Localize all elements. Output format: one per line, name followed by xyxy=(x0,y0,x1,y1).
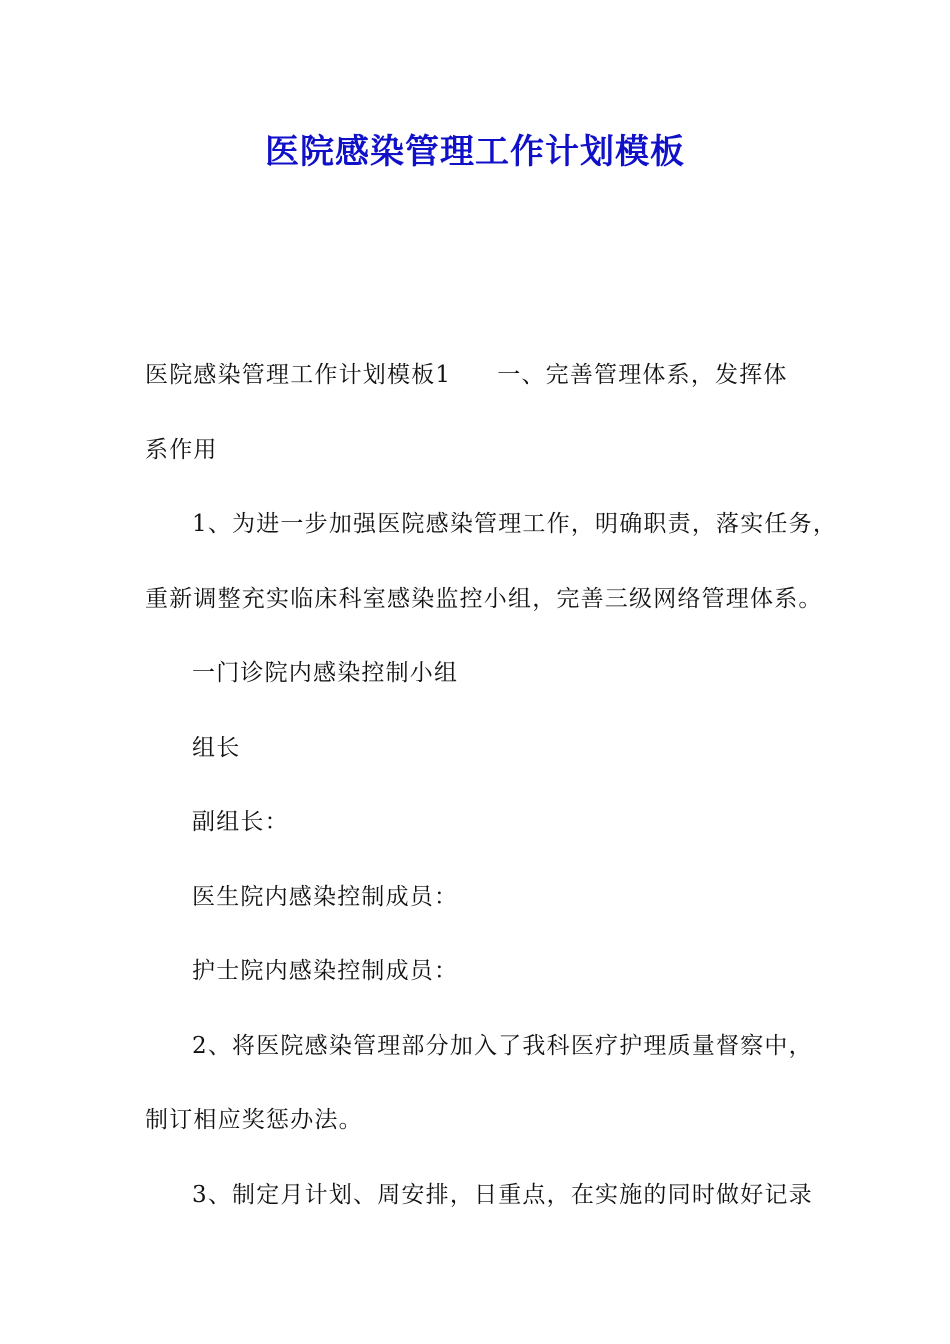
paragraph-line-1 xyxy=(145,338,815,413)
paragraph-line-3: 1、为进一步加强医院感染管理工作，明确职责，落实任务， xyxy=(192,511,838,537)
paragraph-line-7: 副组长： xyxy=(192,809,289,835)
document-title: 医院感染管理工作计划模板 xyxy=(265,132,685,172)
document-body xyxy=(145,338,838,1232)
paragraph-line-8: 医生院内感染控制成员： xyxy=(192,883,459,910)
paragraph-line-4: 重新调整充实临床科室感染监控小组，完善三级网络管理体系。 xyxy=(145,585,823,612)
paragraph-line-9: 护士院内感染控制成员： xyxy=(192,958,459,984)
paragraph-line-2: 系作用 xyxy=(145,436,218,463)
paragraph-line-5: 一门诊院内感染控制小组 xyxy=(192,660,459,686)
section-heading-one: 一、完善管理体系，发挥体 xyxy=(497,362,788,388)
paragraph-line-6: 组长 xyxy=(192,734,241,761)
paragraph-line-11: 制订相应奖惩办法。 xyxy=(145,1107,363,1133)
paragraph-line-12: 3、制定月计划、周安排，日重点，在实施的同时做好记录 xyxy=(192,1181,813,1208)
paragraph-line-10: 2、将医院感染管理部分加入了我科医疗护理质量督察中， xyxy=(192,1032,813,1059)
section-heading-template: 医院感染管理工作计划模板1 xyxy=(145,362,452,388)
